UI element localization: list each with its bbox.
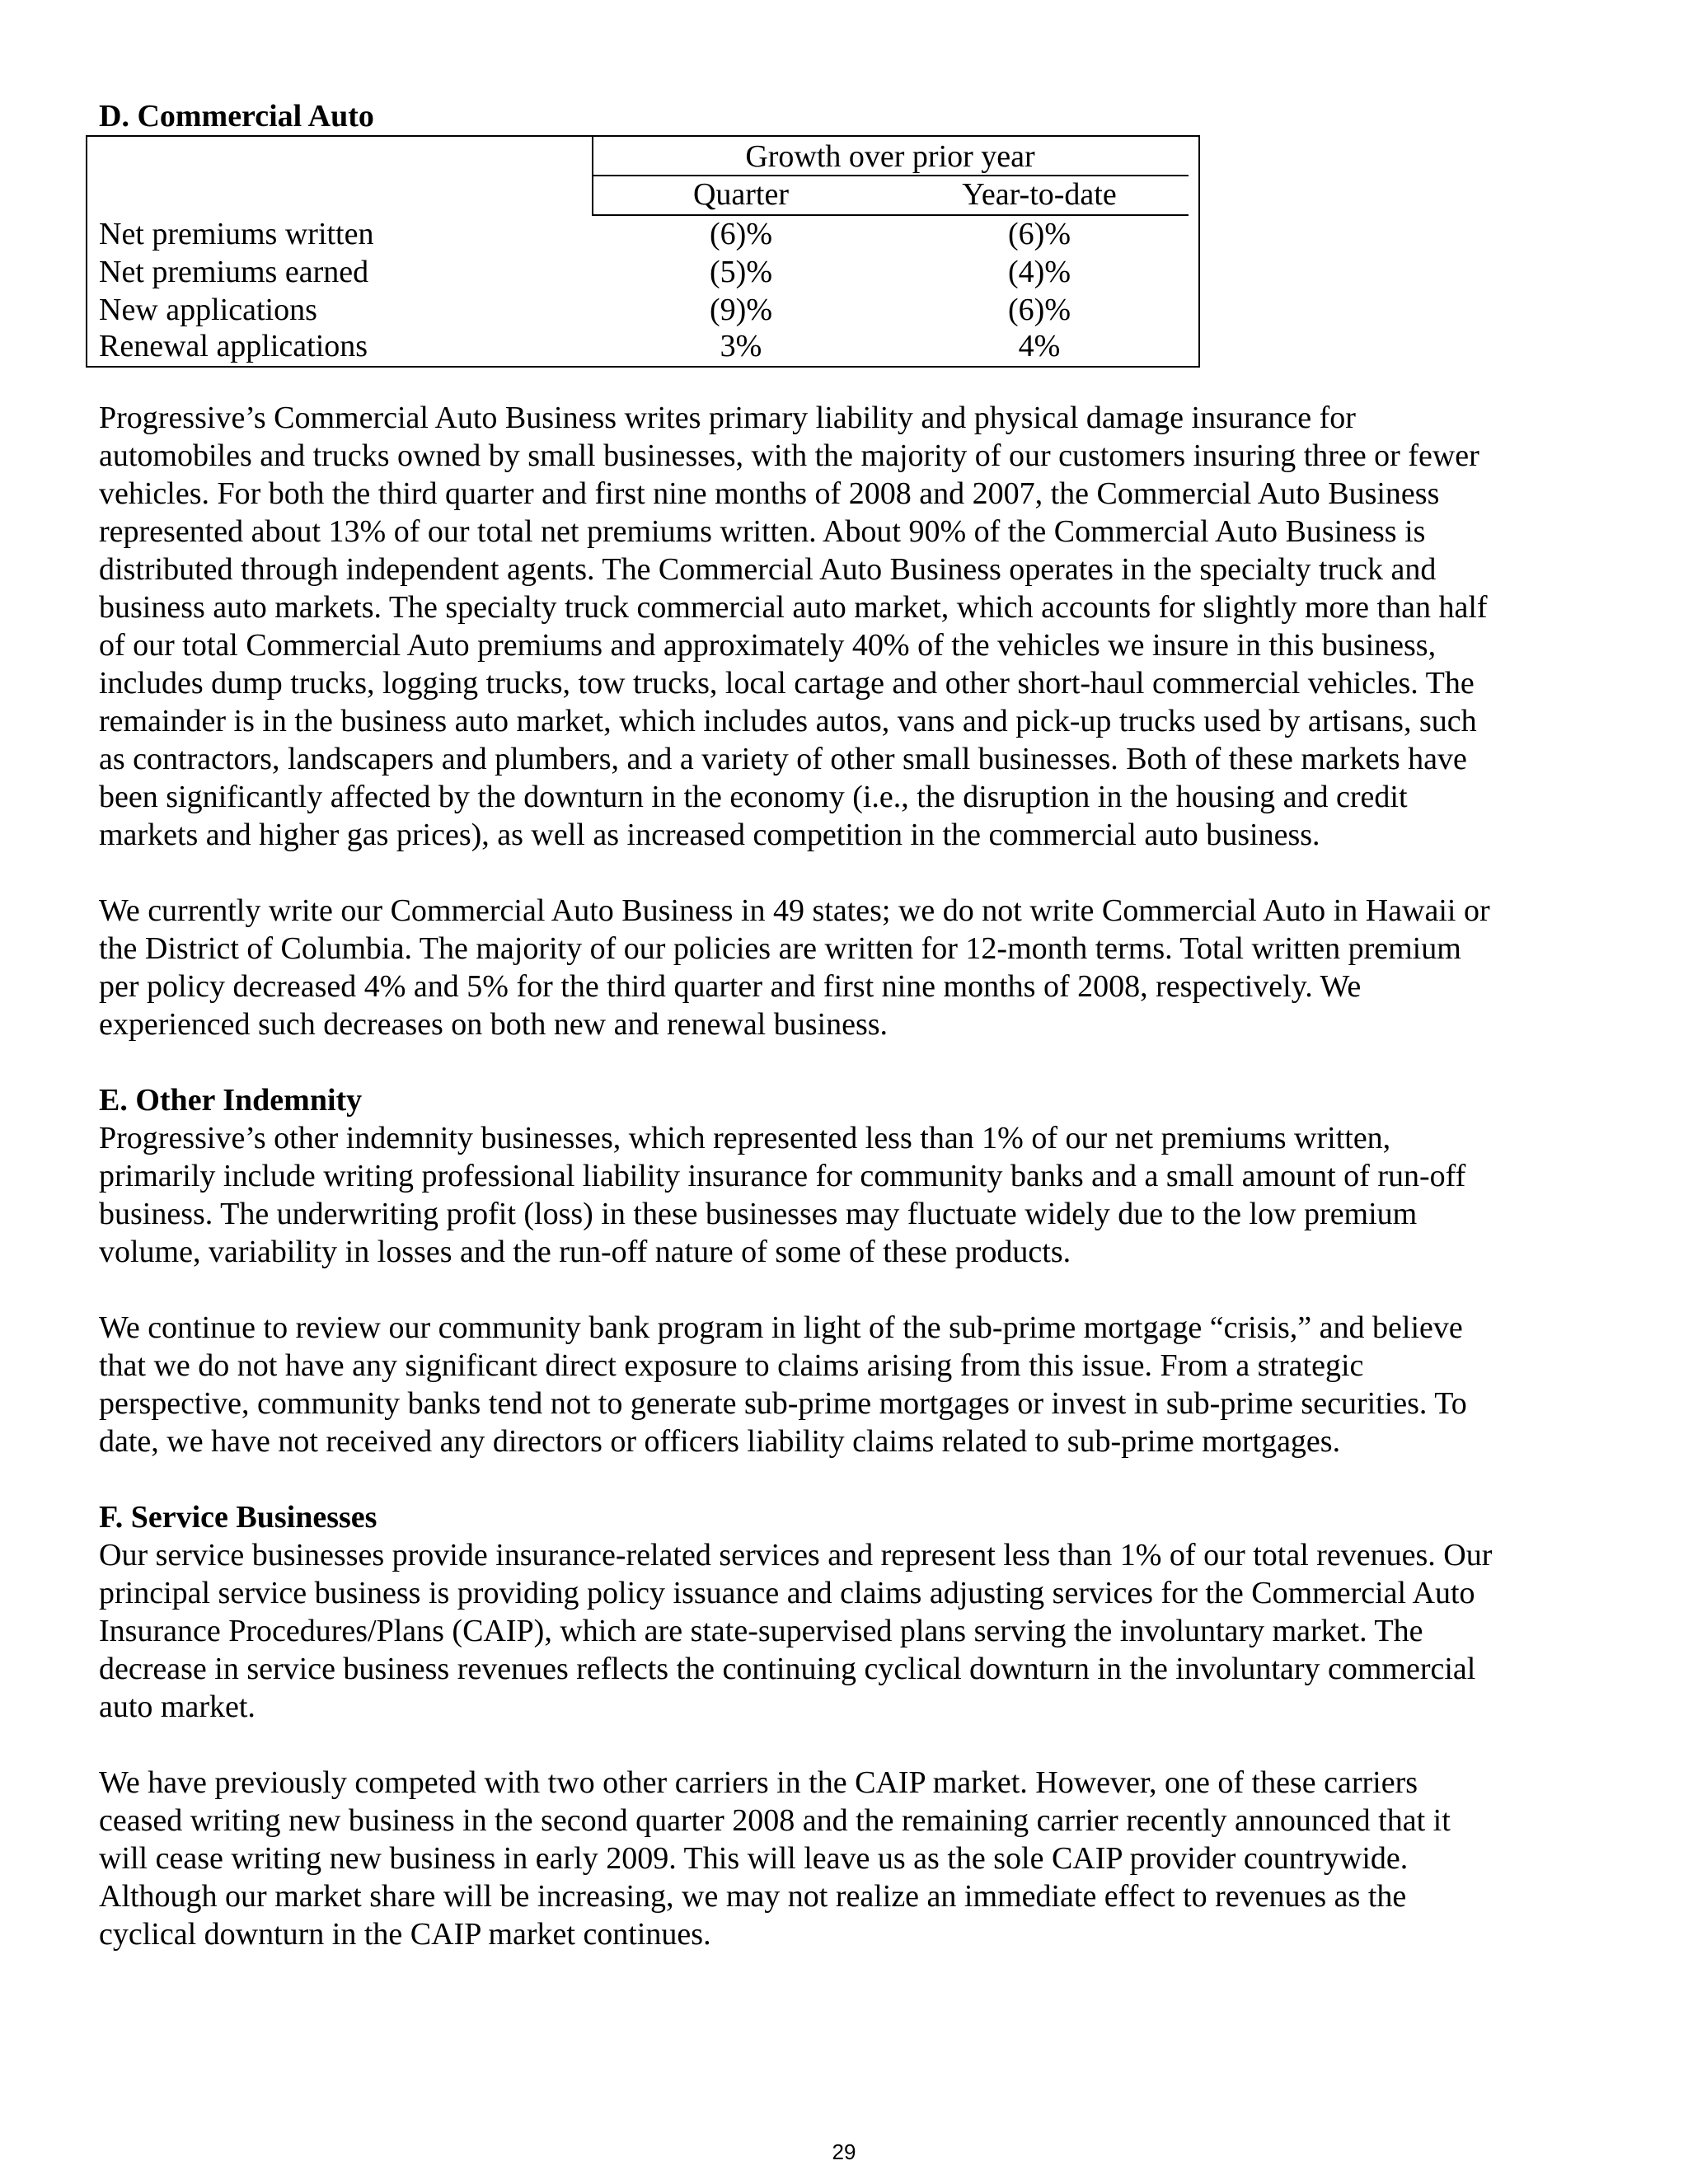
body-paragraph: We currently write our Commercial Auto Business in 49 states; we do not write Commercial Auto in Hawaii or the District of Columbia. The majority of our policies are written for 12-month terms. Total written premium per policy decreased 4% and 5% for the third quarter and first nine months of 2008, respectively. We experienced such decreases on both new and renewal business. [99,893,1490,1042]
table-row-label: New applications [99,293,317,327]
table-cell-ytd: 4% [1018,329,1061,363]
table-column-header-quarter: Quarter [692,177,790,212]
table-row-label: Net premiums written [99,217,374,251]
table-column-header-ytd: Year-to-date [962,177,1117,212]
body-paragraph: Our service businesses provide insurance-related services and represent less than 1% of our total revenues. Our principal service business is providing policy issuance and claims adjusting services for the Commercial Auto Insurance Procedures/Plans (CAIP), which are state-supervised plans serving the involuntary market. The decrease in service business revenues reflects the continuing cyclical downturn in the involuntary commercial auto market. [99,1538,1493,1724]
table-group-header: Growth over prior year [745,139,1035,174]
body-paragraph: We have previously competed with two other carriers in the CAIP market. However, one of these carriers ceased writing new business in the second quarter 2008 and the remaining carrier recently announced that it will cease writing new business in early 2009. This will leave us as the sole CAIP provider countrywide. Although our market share will be increasing, we may not realize an immediate effect to revenues as the cyclical downturn in the CAIP market continues. [99,1765,1451,1952]
table-row-label: Net premiums earned [99,255,369,289]
table-cell-ytd: (6)% [1008,293,1071,327]
body-paragraph: We continue to review our community bank program in light of the sub-prime mortgage “crisis,” and believe that we do not have any significant direct exposure to claims arising from this issue. From a strategic perspective, community banks tend not to generate sub-prime mortgages or invest in sub-prime securities. To date, we have not received any directors or officers liability claims related to sub-prime mortgages. [99,1310,1467,1459]
section-heading-commercial-auto: D. Commercial Auto [99,99,374,134]
page-number: 29 [832,2139,856,2164]
table-cell-quarter: (9)% [710,293,772,327]
table-row-label: Renewal applications [99,329,368,363]
section-heading-other-indemnity: E. Other Indemnity [99,1083,363,1118]
table-cell-quarter: (6)% [710,217,772,251]
table-cell-ytd: (4)% [1008,255,1071,289]
table-group-divider [592,137,593,175]
body-paragraph: Progressive’s Commercial Auto Business writes primary liability and physical damage insurance for automobiles and trucks owned by small businesses, with the majority of our customers insuring three or fewer vehicles. For both the third quarter and first nine months of 2008 and 2007, the Commercial Auto Business represented about 13% of our total net premiums written. About 90% of the Commercial Auto Business is distributed through independent agents. The Commercial Auto Business operates in the specialty truck and business auto markets. The specialty truck commercial auto market, which accounts for slightly more than half of our total Commercial Auto premiums and approximately 40% of the vehicles we insure in this business, includes dump trucks, logging trucks, tow trucks, local cartage and other short-haul commercial vehicles. The remainder is in the business auto market, which includes autos, vans and pick-up trucks used by artisans, such as contractors, landscapers and plumbers, and a variety of other small businesses. Both of these markets have been significantly affected by the downturn in the economy (i.e., the disruption in the housing and credit markets and higher gas prices), as well as increased competition in the commercial auto business. [99,401,1488,852]
table-cell-quarter: (5)% [710,255,772,289]
body-paragraph: Progressive’s other indemnity businesses, which represented less than 1% of our net premiums written, primarily include writing professional liability insurance for community banks and a small amount of run-off business. The underwriting profit (loss) in these businesses may fluctuate widely due to the low premium volume, variability in losses and the run-off nature of some of these products. [99,1121,1466,1269]
table-cell-ytd: (6)% [1008,217,1071,251]
page-content [99,97,1500,1953]
table-column-divider [592,175,593,214]
table-cell-quarter: 3% [720,329,762,363]
growth-table [86,135,1200,368]
section-heading-service-businesses: F. Service Businesses [99,1500,377,1535]
